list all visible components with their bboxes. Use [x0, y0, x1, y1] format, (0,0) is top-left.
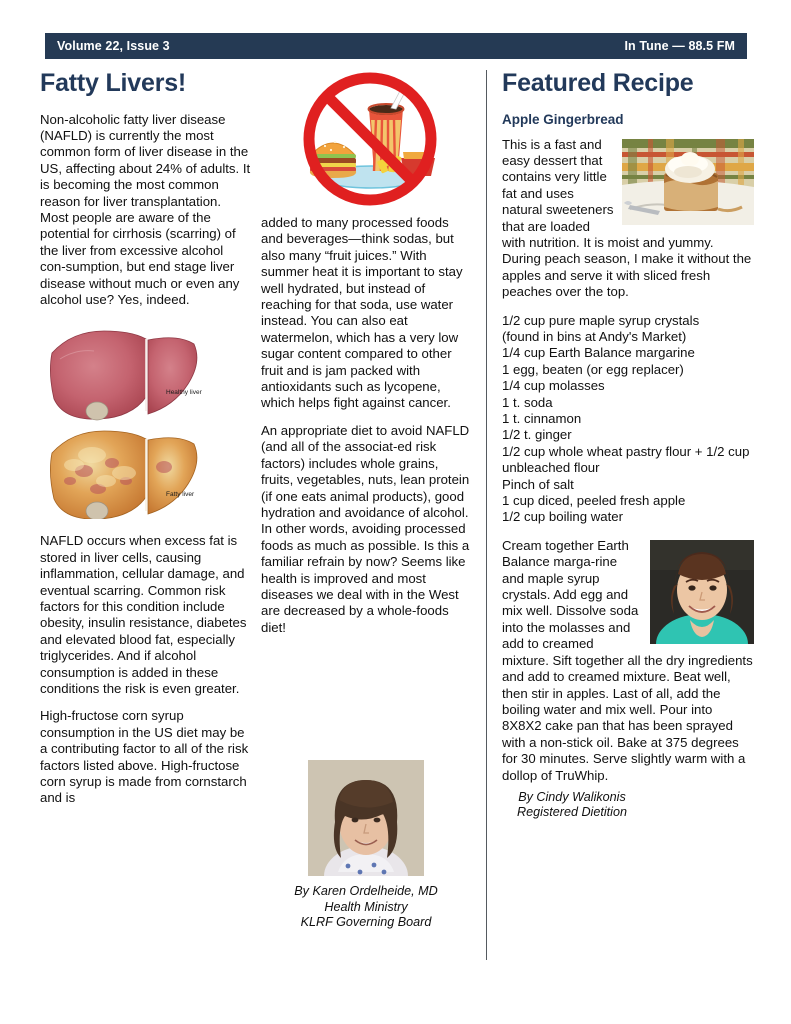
author-photo-cindy: [650, 540, 754, 644]
recipe-byline-line-1: By Cindy Walikonis: [518, 789, 626, 804]
recipe-byline-line-2: Registered Dietition: [517, 805, 627, 820]
recipe-ingredients-list: [502, 313, 754, 526]
author-photo-karen: [308, 760, 424, 876]
ingredient-item: 1 t. cinnamon: [502, 411, 582, 426]
ingredient-item: 1/4 cup molasses: [502, 378, 605, 394]
ingredient-item: 1 t. soda: [502, 394, 553, 410]
ingredient-item: 1/4 cup Earth Balance margarine: [502, 345, 695, 361]
ingredient-item: (found in bins at Andy's Market): [502, 328, 687, 344]
article-column-right: [261, 215, 471, 636]
column-divider: [486, 70, 487, 960]
ingredient-item: 1/2 cup boiling water: [502, 509, 623, 525]
article-paragraph: added to many processed foods and beverages—think sodas, but also many “fruit juices.” With summer heat it is important to stay well hydrated, but instead of reaching for that soda, use water instead. You can also eat watermelon, which has a very low sugar content compared to other fruit and is jam packed with antioxidants such as lycopene, which helps fight against cancer.: [261, 215, 463, 411]
ingredient-item: 1/2 cup pure maple syrup crystals: [502, 312, 700, 328]
article-byline: [261, 884, 471, 931]
masthead-bar: [45, 33, 747, 59]
newsletter-page: [0, 70, 791, 970]
byline-line-1: By Karen Ordelheide, MD: [294, 884, 438, 898]
ingredient-item: Pinch of salt: [502, 476, 574, 492]
recipe-intro: This is a fast and easy dessert that contains very little fat and uses natural sweeteners that are loaded with nutrition. It is moist and yummy. During peach season, I make it without the apples and serve it with sliced fresh peaches over the top.: [502, 136, 752, 300]
article-paragraph: Non-alcoholic fatty liver disease (NAFLD) is currently the most common form of liver disease in the US, affecting about 24% of adults. It is becoming the most common reason for liver transplantation. Most people are aware of the potential for cirrhosis (scarring) of the liver from excessive alcohol con-sumption, but end stage liver disease without much or even any alcohol use? Yes, indeed.: [40, 111, 251, 307]
masthead-station: In Tune — 88.5 FM: [624, 39, 735, 53]
byline-line-2: Health Ministry: [324, 899, 408, 914]
article-paragraph: High-fructose corn syrup consumption in the US diet may be a contributing factor to all of the risk factors listed above. High-fructose corn syrup is made from cornstarch and is: [40, 708, 249, 806]
ingredient-item: 1 cup diced, peeled fresh apple: [502, 493, 686, 509]
recipe-section-title: Featured Recipe: [502, 69, 694, 97]
masthead-volume: Volume 22, Issue 3: [57, 39, 170, 53]
no-junk-food-icon: [283, 72, 458, 207]
recipe-directions: Cream together Earth Balance marga-rine and maple syrup crystals. Add egg and mix well. Dissolve soda into the molasses and add to creamed mixture. Sift together all the dry ingredients and add to creamed mixture. Beat well, then stir in apples. Last of all, add the boiling water and mix well. Pour into 8X8X2 cake pan that has been sprayed with a non-stick oil. Bake at 375 degrees for 30 minutes. Serve slightly warm with a dollop of TruWhip.: [502, 537, 753, 783]
byline-line-3: KLRF Governing Board: [300, 915, 432, 929]
recipe-photo-gingerbread: [622, 139, 754, 225]
recipe-name: Apple Gingerbread: [502, 111, 624, 127]
ingredient-item: 1/2 cup whole wheat pastry flour + 1/2 cup unbleached flour: [502, 443, 750, 476]
article-column-left: [40, 70, 252, 807]
article-paragraph: An appropriate diet to avoid NAFLD (and all of the associat-ed risk factors) includes whole grains, fruits, vegetables, nuts, lean protein (if one eats animal products), good hydration and avoidance of alcohol. In other words, avoiding processed foods as much as possible. Is this a familiar refrain by now? Seems like health is improved and most diseases we deal with in the West are decreased by a whole-foods diet!: [261, 422, 470, 635]
healthy-liver-label: Healthy liver: [166, 389, 202, 397]
ingredient-item: 1 egg, beaten (or egg replacer): [502, 361, 684, 377]
liver-comparison-figure: [40, 319, 252, 519]
recipe-byline: [502, 790, 754, 821]
fatty-liver-label: Fatty liver: [166, 491, 195, 499]
article-paragraph: NAFLD occurs when excess fat is stored in liver cells, causing inflammation, cellular damage, and eventual scarring. Common risk factors for this condition include obesity, insulin resistance, diabetes and elevated blood fat, especially triglycerides. And if alcohol consumption is added in these conditions the risk is even greater.: [40, 533, 247, 697]
page-title: Fatty Livers!: [40, 69, 187, 97]
article-author-block: [261, 760, 471, 931]
featured-recipe-sidebar: [502, 70, 754, 821]
ingredient-item: 1/2 t. ginger: [502, 427, 572, 443]
